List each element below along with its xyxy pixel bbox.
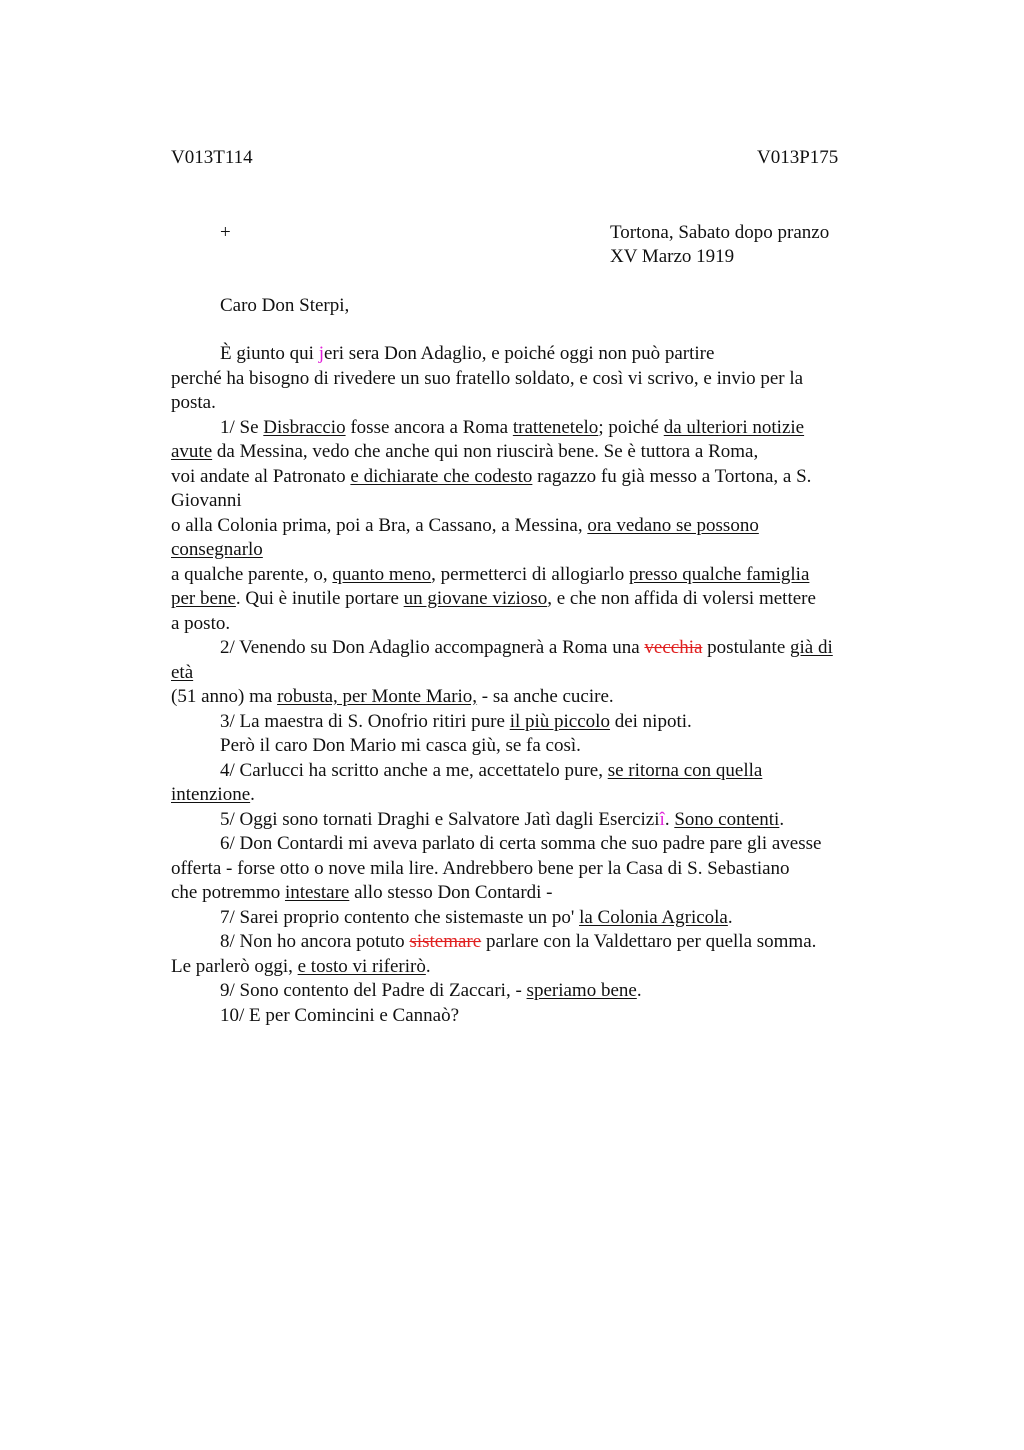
text: .: [250, 784, 255, 805]
text: È giunto qui: [220, 343, 319, 364]
text-line: [171, 391, 911, 416]
underlined-text: robusta, per Monte Mario,: [277, 686, 478, 707]
text: 4/ Carlucci ha scritto anche a me, accettatelo pure,: [220, 759, 608, 781]
underlined-text: quanto meno: [332, 563, 432, 585]
text-line: [171, 881, 911, 906]
text: 5/ Oggi sono tornati Draghi e Salvatore Jatì dagli Esercizi: [220, 808, 660, 830]
text-line: [171, 636, 911, 661]
text-line: [171, 661, 911, 686]
text: 2/ Venendo su Don Adaglio accompagnerà a Roma una: [220, 637, 645, 658]
underlined-text: e tosto vi riferirò: [297, 955, 426, 977]
cross-mark: +: [220, 222, 231, 243]
underlined-text: Sono contenti: [674, 808, 780, 830]
text: - sa anche cucire.: [477, 686, 614, 707]
text: ; poiché: [598, 416, 664, 438]
underlined-text: già di: [790, 637, 833, 658]
text-line: [171, 563, 911, 588]
text-line: [171, 734, 911, 759]
underlined-text: da ulteriori notizie: [663, 416, 805, 438]
underlined-text: la Colonia Agricola: [579, 906, 728, 928]
text: , e che non affida di volersi mettere: [547, 588, 816, 609]
text: 3/ La maestra di S. Onofrio ritiri pure: [220, 710, 510, 732]
underlined-text: e dichiarate che codesto: [350, 465, 533, 487]
text: che potremmo: [171, 882, 285, 903]
text-line: [171, 685, 911, 710]
text: Giovanni: [171, 490, 242, 511]
text: . Qui è inutile portare: [235, 588, 404, 609]
underlined-text: speriamo bene: [526, 980, 637, 1001]
inserted-letter: j: [318, 343, 324, 364]
text: da Messina, vedo che anche qui non riuscirà bene. Se è tuttora a Roma,: [212, 441, 759, 462]
underlined-text: presso qualche famiglia: [628, 563, 810, 585]
deleted-word: vecchia: [644, 637, 703, 658]
text-line: [171, 979, 911, 1004]
underlined-text: avute: [171, 441, 213, 462]
text: a qualche parente, o,: [171, 563, 333, 585]
underlined-text: intenzione: [171, 784, 251, 805]
text: Le parlerò oggi,: [171, 955, 298, 977]
text: eri sera Don Adaglio, e poiché oggi non può partire: [323, 343, 715, 364]
text: (51 anno) ma: [171, 686, 278, 707]
underlined-text: il più piccolo: [509, 710, 610, 732]
deleted-word: sistemare: [409, 931, 482, 952]
text: a posto.: [171, 612, 231, 634]
underlined-text: trattenetelo: [512, 416, 599, 438]
text-line: [171, 1004, 911, 1029]
text: voi andate al Patronato: [171, 465, 351, 487]
text: o alla Colonia prima, poi a Bra, a Cassano, a Messina,: [171, 514, 588, 536]
underlined-text: consegnarlo: [171, 539, 263, 560]
text: .: [664, 808, 675, 830]
text-line: [171, 759, 911, 784]
underlined-text: ora vedano se possono: [587, 514, 759, 536]
text-line: [171, 514, 911, 539]
underlined-text: Disbraccio: [263, 416, 346, 438]
place-date-line1: Tortona, Sabato dopo pranzo: [610, 222, 830, 243]
text: 7/ Sarei proprio contento che sistemaste un po': [220, 906, 580, 928]
underlined-text: intestare: [284, 882, 350, 903]
text-line: [171, 538, 911, 563]
text: Però il caro Don Mario mi casca giù, se fa così.: [220, 735, 581, 756]
header-right-code: V013P175: [757, 147, 839, 168]
text-line: [171, 955, 911, 980]
text: fosse ancora a Roma: [345, 416, 513, 438]
text-line: [171, 906, 911, 931]
text: allo stesso Don Contardi -: [349, 882, 553, 903]
text-line: [171, 612, 911, 637]
text: 9/ Sono contento del Padre di Zaccari, -: [220, 980, 527, 1001]
text: 1/ Se: [220, 416, 264, 438]
text: ragazzo fu già messo a Tortona, a S.: [532, 465, 812, 487]
text: parlare con la Valdettaro per quella somma.: [481, 931, 817, 952]
text-line: [171, 930, 911, 955]
underlined-text: per bene: [171, 588, 236, 609]
text: offerta - forse otto o nove mila lire. Andrebbero bene per la Casa di S. Sebastiano: [171, 857, 790, 879]
text: dei nipoti.: [609, 710, 692, 732]
text-line: [171, 857, 911, 882]
text: .: [636, 980, 642, 1001]
text-line: [171, 489, 911, 514]
salutation: Caro Don Sterpi,: [220, 295, 350, 316]
text: , permetterci di allogiarlo: [431, 563, 629, 585]
letter-body: [171, 342, 911, 1028]
text: 10/ E per Comincini e Cannaò?: [220, 1004, 460, 1026]
text: posta.: [171, 392, 216, 413]
text-line: [171, 783, 911, 808]
text-line: [171, 832, 911, 857]
text-line: [171, 416, 911, 441]
header-left-code: V013T114: [171, 147, 253, 168]
text-line: [171, 587, 911, 612]
underlined-text: età: [171, 661, 194, 683]
text-line: [171, 710, 911, 735]
text: .: [779, 808, 785, 830]
place-date-line2: XV Marzo 1919: [610, 246, 735, 267]
text-line: [171, 465, 911, 490]
text-line: [171, 808, 911, 833]
text: .: [425, 955, 431, 977]
underlined-text: un giovane vizioso: [403, 588, 548, 609]
text-line: [171, 367, 911, 392]
inserted-letter: î: [659, 808, 665, 830]
text: 6/ Don Contardi mi aveva parlato di certa somma che suo padre pare gli avesse: [220, 833, 822, 854]
underlined-text: se ritorna con quella: [607, 759, 763, 781]
text: postulante: [702, 637, 791, 658]
text: .: [727, 906, 733, 928]
text-line: [171, 342, 911, 367]
text-line: [171, 440, 911, 465]
text: perché ha bisogno di rivedere un suo fratello soldato, e così vi scrivo, e invio per la: [171, 367, 804, 389]
text: 8/ Non ho ancora potuto: [220, 931, 410, 952]
